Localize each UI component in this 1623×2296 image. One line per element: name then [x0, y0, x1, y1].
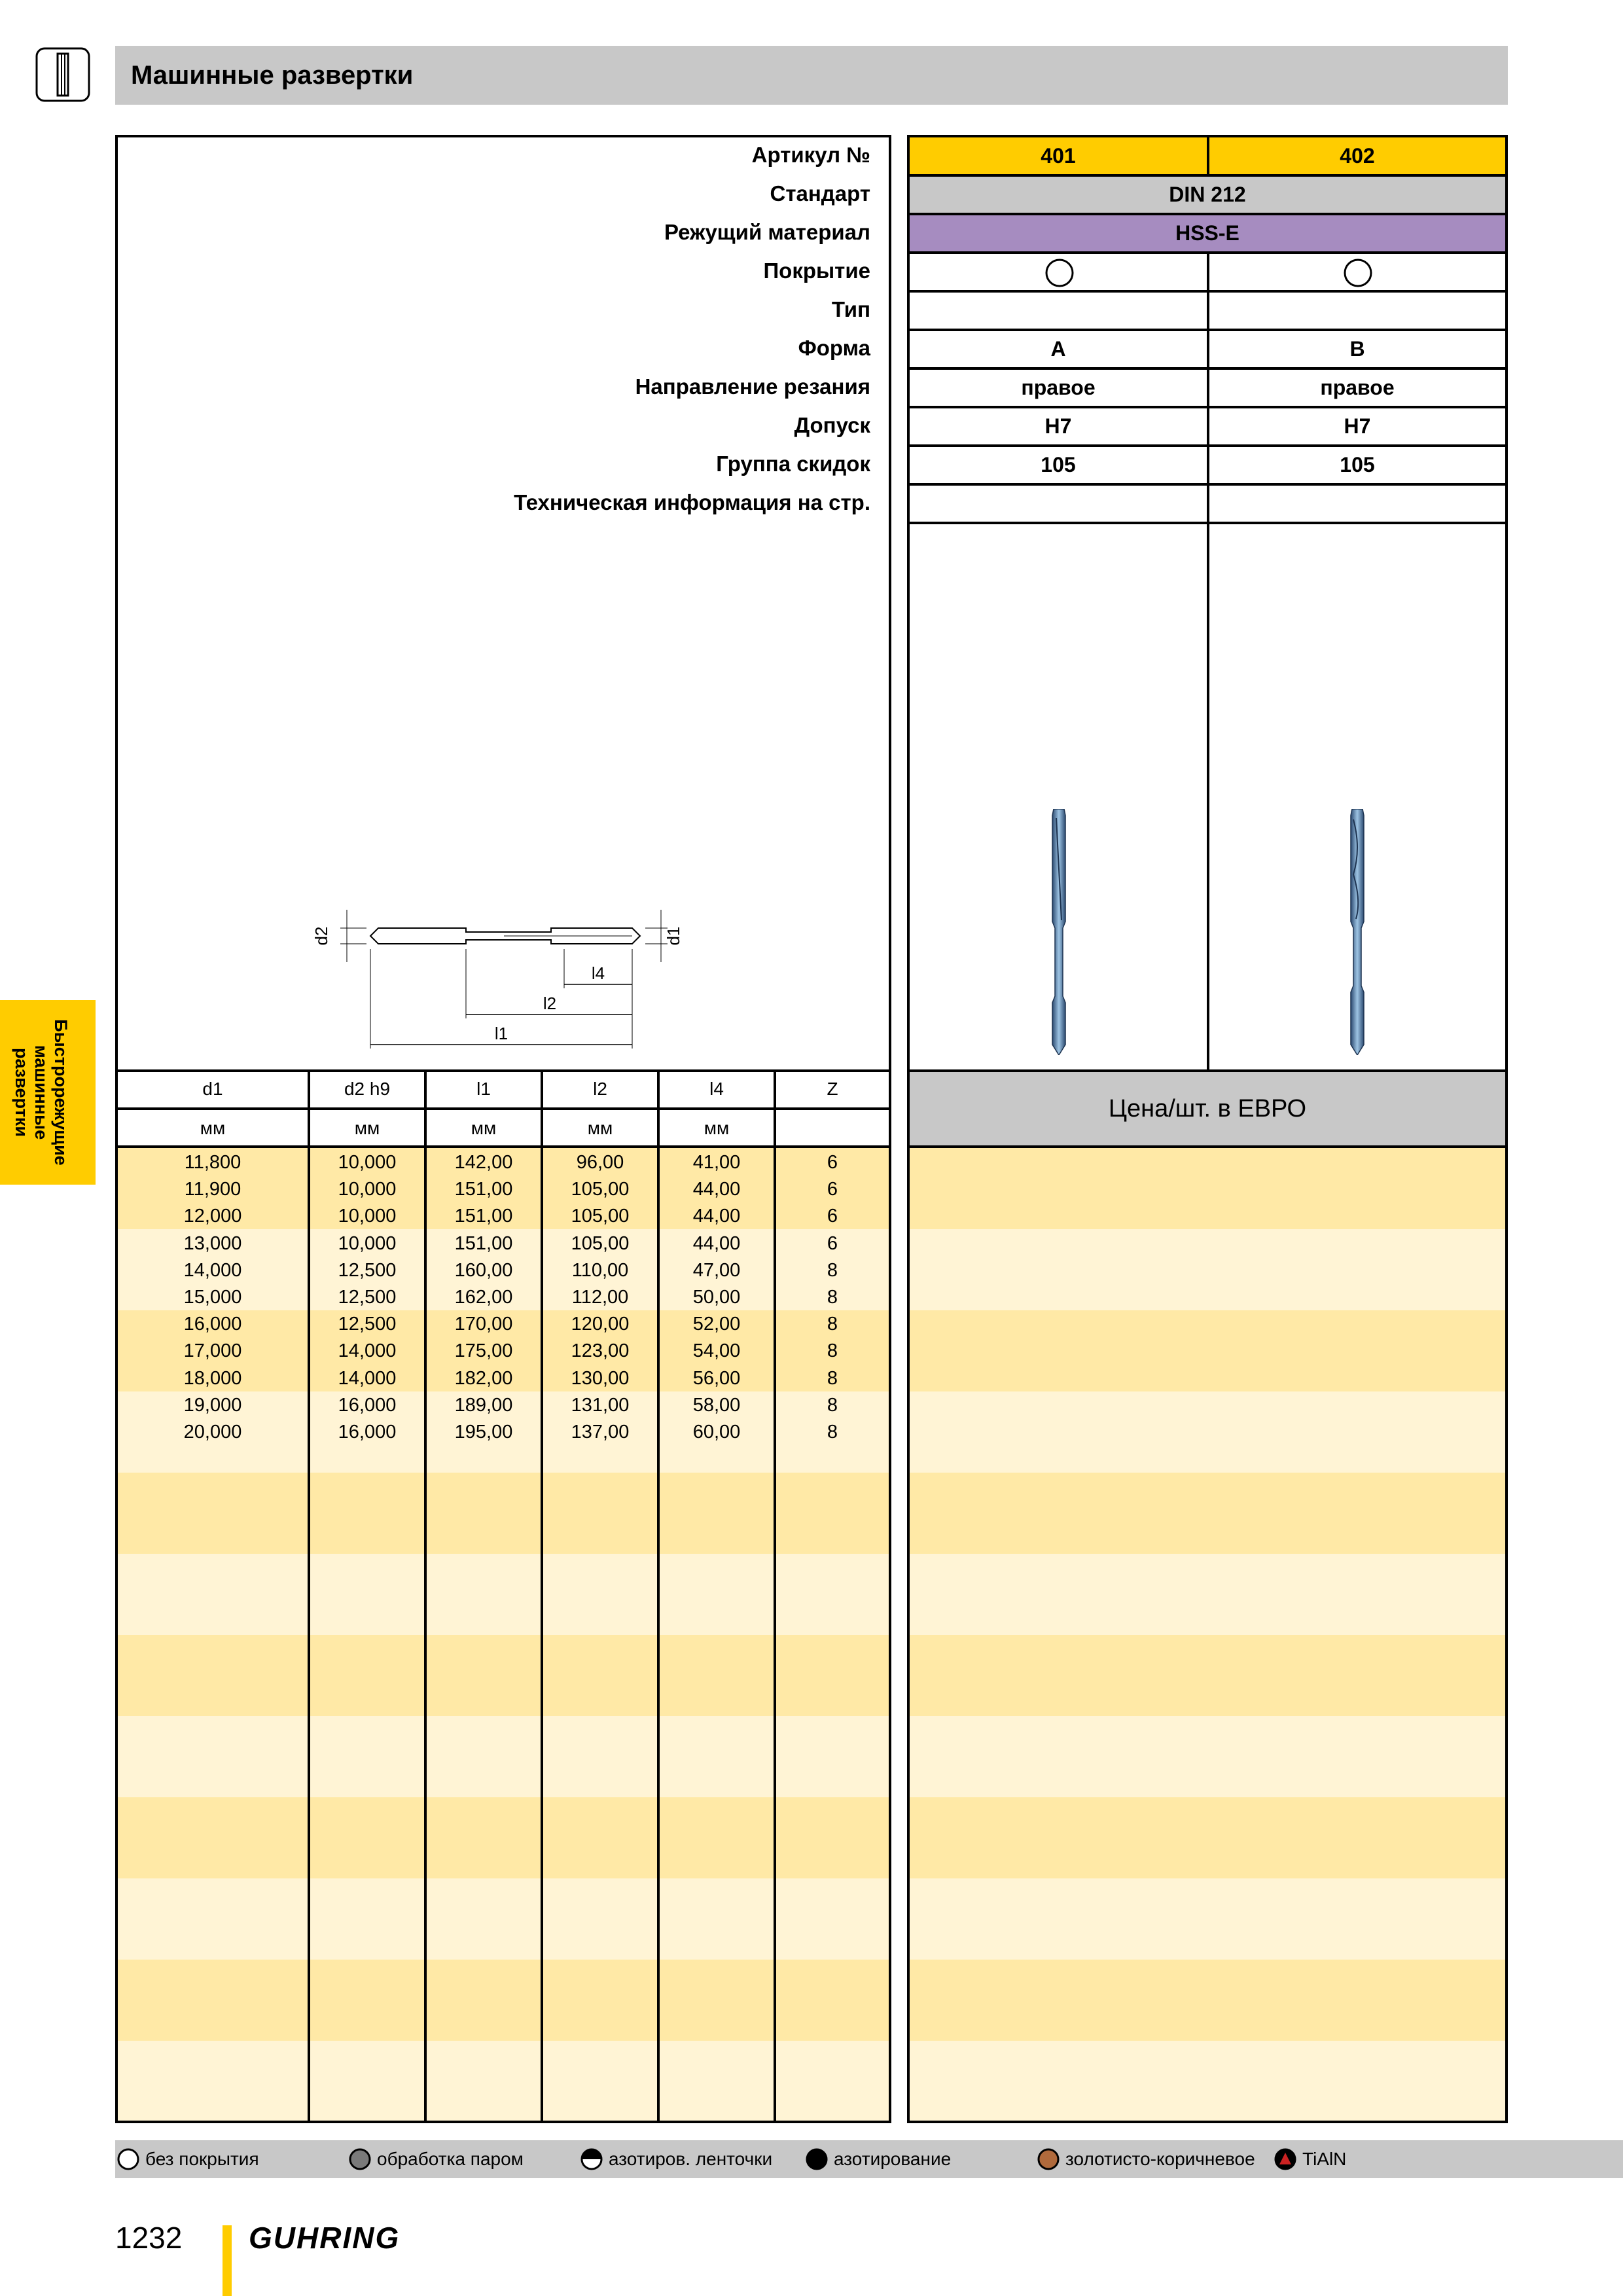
label-direction: Направление резания [635, 374, 870, 399]
legend-label: азотиров. ленточки [609, 2149, 773, 2169]
table-cell: 6 [827, 1179, 838, 1200]
label-coating: Покрытие [763, 259, 870, 283]
table-cell: 189,00 [454, 1394, 513, 1416]
label-material: Режущий материал [664, 220, 870, 244]
uncoated-circle-icon [1044, 258, 1075, 288]
table-cell: 170,00 [454, 1314, 513, 1335]
d2-label: d2 [312, 926, 331, 946]
legend-label: азотирование [834, 2149, 952, 2169]
table-band [910, 1391, 1505, 1473]
table-cell: 44,00 [692, 1232, 741, 1254]
table-cell: 130,00 [571, 1367, 630, 1389]
legend-item-nitrided-lands [580, 2140, 772, 2178]
table-cell: 58,00 [692, 1394, 741, 1416]
table-cell: 151,00 [454, 1206, 513, 1227]
col-header-l4: l4 [709, 1079, 724, 1099]
table-cell: 131,00 [571, 1394, 630, 1416]
discount-402: 105 [1340, 453, 1375, 476]
legend-item-gold-brown [1037, 2140, 1255, 2178]
table-cell: 8 [827, 1367, 838, 1389]
table-band [910, 1716, 1505, 1797]
l2-label: l2 [543, 994, 557, 1013]
table-cell: 14,000 [338, 1340, 397, 1362]
table-cell: 182,00 [454, 1367, 513, 1389]
table-cell: 8 [827, 1340, 838, 1362]
table-cell: 12,000 [183, 1206, 242, 1227]
table-cell: 44,00 [692, 1206, 741, 1227]
label-type: Тип [831, 297, 870, 321]
table-cell: 105,00 [571, 1206, 630, 1227]
table-cell: 11,900 [184, 1179, 241, 1200]
label-article: Артикул № [751, 143, 870, 167]
brand-logo: GUHRING [249, 2221, 401, 2255]
legend-item-tialn [1274, 2140, 1346, 2178]
table-cell: 18,000 [183, 1367, 242, 1389]
discount-401: 105 [1041, 453, 1076, 476]
table-cell: 14,000 [183, 1259, 242, 1281]
table-band [910, 1148, 1505, 1229]
reamer-catalog-icon [35, 47, 90, 102]
table-cell: 20,000 [183, 1422, 242, 1443]
table-band [910, 1554, 1505, 1635]
table-cell: 16,000 [183, 1314, 242, 1335]
col-header-l1: l1 [476, 1079, 491, 1099]
legend-label: обработка паром [377, 2149, 524, 2169]
table-cell: 110,00 [571, 1259, 629, 1281]
table-band [910, 1473, 1505, 1554]
page-title: Машинные развертки [131, 61, 414, 90]
table-cell: 105,00 [571, 1179, 630, 1200]
table-cell: 96,00 [576, 1152, 624, 1173]
tialn-icon [1274, 2147, 1297, 2171]
table-cell: 8 [827, 1287, 838, 1308]
direction-401: правое [1021, 376, 1096, 399]
label-discount: Группа скидок [716, 452, 870, 476]
price-header: Цена/шт. в ЕВРО [910, 1072, 1505, 1145]
unit-l4: мм [704, 1118, 730, 1138]
page-number: 1232 [115, 2221, 183, 2255]
legend-bar [115, 2140, 1623, 2178]
table-cell: 160,00 [454, 1259, 513, 1281]
table-band [910, 1229, 1505, 1310]
table-cell: 54,00 [692, 1340, 741, 1362]
col-header-d2: d2 h9 [344, 1079, 391, 1099]
tolerance-402: H7 [1344, 414, 1371, 438]
table-cell: 195,00 [454, 1422, 513, 1443]
reamer-dimension-drawing [308, 897, 713, 1054]
table-cell: 47,00 [692, 1259, 741, 1281]
l1-label: l1 [494, 1024, 508, 1043]
uncoated-icon [116, 2147, 140, 2171]
table-cell: 8 [827, 1259, 838, 1281]
legend-item-uncoated [116, 2140, 259, 2178]
article-401-cell: 401 [910, 137, 1207, 174]
article-402-cell: 402 [1209, 137, 1505, 174]
table-cell: 41,00 [692, 1152, 741, 1173]
table-cell: 56,00 [692, 1367, 741, 1389]
reamer-402-image [1343, 809, 1372, 1055]
side-tab-label: Быстрорежущие машинные развертки [12, 1019, 71, 1166]
col-header-l2: l2 [593, 1079, 607, 1099]
gold-brown-icon [1037, 2147, 1060, 2171]
table-cell: 162,00 [454, 1287, 513, 1308]
legend-label: без покрытия [145, 2149, 259, 2169]
table-cell: 105,00 [571, 1232, 630, 1254]
unit-d1: мм [200, 1118, 226, 1138]
table-cell: 120,00 [571, 1314, 630, 1335]
table-cell: 10,000 [338, 1179, 397, 1200]
nitrided-lands-icon [580, 2147, 603, 2171]
nitrided-icon [805, 2147, 829, 2171]
table-cell: 15,000 [183, 1287, 242, 1308]
direction-402: правое [1320, 376, 1395, 399]
table-cell: 8 [827, 1422, 838, 1443]
unit-d2: мм [354, 1118, 380, 1138]
table-cell: 10,000 [338, 1206, 397, 1227]
table-cell: 12,500 [338, 1287, 397, 1308]
table-cell: 60,00 [692, 1422, 741, 1443]
table-band [910, 1797, 1505, 1878]
table-band [910, 1310, 1505, 1391]
table-band [910, 1635, 1505, 1716]
table-cell: 52,00 [692, 1314, 741, 1335]
table-cell: 16,000 [338, 1394, 397, 1416]
table-cell: 8 [827, 1394, 838, 1416]
legend-item-nitrided [805, 2140, 951, 2178]
table-cell: 11,800 [184, 1152, 241, 1173]
table-cell: 151,00 [454, 1232, 513, 1254]
table-cell: 123,00 [571, 1340, 630, 1362]
table-cell: 13,000 [183, 1232, 242, 1254]
table-cell: 6 [827, 1232, 838, 1254]
material-cell: HSS-E [910, 215, 1505, 251]
table-band [910, 1960, 1505, 2041]
label-tech-info: Техническая информация на стр. [514, 490, 870, 514]
title-bar [115, 46, 1508, 105]
table-cell: 112,00 [571, 1287, 629, 1308]
col-header-z: Z [827, 1079, 838, 1099]
table-cell: 151,00 [454, 1179, 513, 1200]
table-cell: 16,000 [338, 1422, 397, 1443]
table-band [910, 2041, 1505, 2121]
table-band [910, 1878, 1505, 1960]
unit-l2: мм [587, 1118, 613, 1138]
table-cell: 142,00 [454, 1152, 513, 1173]
l4-label: l4 [591, 963, 605, 983]
reamer-401-image [1044, 809, 1073, 1055]
table-cell: 8 [827, 1314, 838, 1335]
forma-401: A [1050, 337, 1066, 361]
table-cell: 44,00 [692, 1179, 741, 1200]
table-cell: 14,000 [338, 1367, 397, 1389]
table-cell: 10,000 [338, 1152, 397, 1173]
side-tab [0, 1000, 96, 1185]
legend-item-steam [348, 2140, 524, 2178]
table-cell: 137,00 [571, 1422, 630, 1443]
label-forma: Форма [798, 336, 870, 360]
label-tolerance: Допуск [794, 413, 870, 437]
table-cell: 19,000 [183, 1394, 242, 1416]
standard-cell: DIN 212 [910, 177, 1505, 213]
legend-label: золотисто-коричневое [1065, 2149, 1255, 2169]
forma-402: B [1349, 337, 1365, 361]
unit-l1: мм [471, 1118, 497, 1138]
col-header-d1: d1 [202, 1079, 223, 1099]
table-cell: 17,000 [183, 1340, 242, 1362]
footer-rule [223, 2225, 232, 2296]
table-cell: 6 [827, 1152, 838, 1173]
table-cell: 6 [827, 1206, 838, 1227]
legend-label: TiAlN [1302, 2149, 1347, 2169]
table-cell: 50,00 [692, 1287, 741, 1308]
table-cell: 10,000 [338, 1232, 397, 1254]
d1-label: d1 [664, 926, 683, 946]
table-cell: 12,500 [338, 1259, 397, 1281]
table-cell: 12,500 [338, 1314, 397, 1335]
label-standard: Стандарт [770, 181, 870, 206]
steam-treated-icon [348, 2147, 372, 2171]
tolerance-401: H7 [1044, 414, 1072, 438]
uncoated-circle-icon [1343, 258, 1373, 288]
table-cell: 175,00 [454, 1340, 513, 1362]
